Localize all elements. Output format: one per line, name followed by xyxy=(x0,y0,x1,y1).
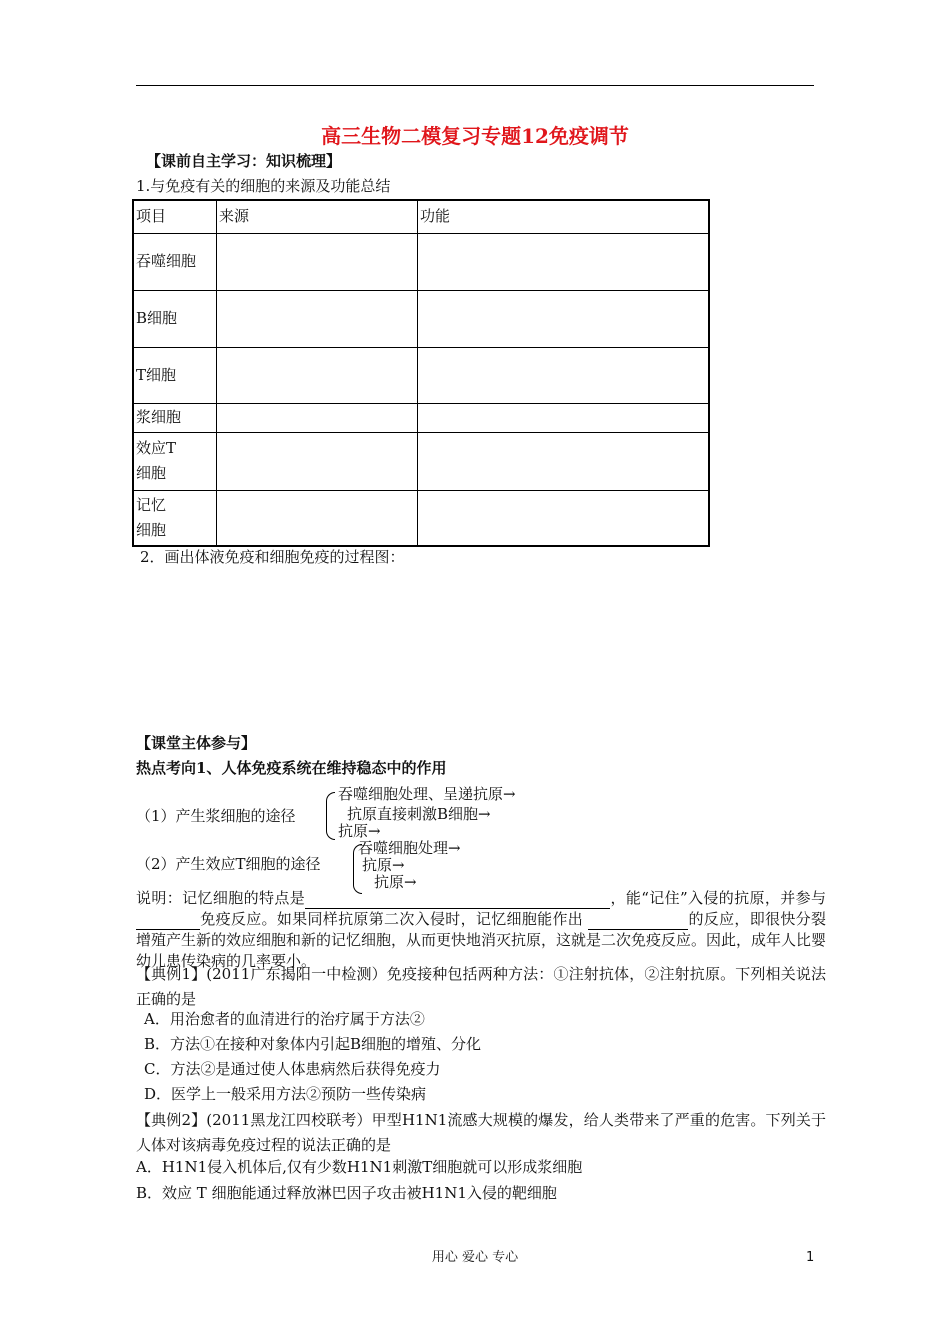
header-rule xyxy=(136,85,814,86)
source-cell xyxy=(217,490,418,546)
example-1-option: A．用治愈者的血清进行的治疗属于方法② xyxy=(144,1010,425,1028)
row-label: 记忆 细胞 xyxy=(133,490,217,546)
example-1-stem: 【典例1】(2011广东揭阳一中检测）免疫接种包括两种方法：①注射抗体，②注射抗原。下列相关说法正确的是 xyxy=(136,965,826,1008)
footer-motto: 用心 爱心 专心 xyxy=(431,1250,519,1265)
row-label: 吞噬细胞 xyxy=(133,233,217,290)
table-row xyxy=(133,347,709,403)
source-cell xyxy=(217,432,418,490)
document-title: 高三生物二模复习专题12免疫调节 xyxy=(321,124,629,148)
row-label: T细胞 xyxy=(133,347,217,403)
example-2-stem: 【典例2】(2011黑龙江四校联考）甲型H1N1流感大规模的爆发，给人类带来了严重的危害。下列关于人体对该病毒免疫过程的说法正确的是 xyxy=(136,1111,826,1154)
path2-branch: 吞噬细胞处理→ xyxy=(358,839,461,857)
memory-cell-explanation: 说明：记忆细胞的特点是 ，能“记住”入侵的抗原，并参与免疫反应。如果同样抗原第二次入侵时，记忆细胞能作出 的反应，即很快分裂增殖产生新的效应细胞和新的记忆细胞，从而更快地消灭抗原，这就是二次免疫反应。因此，成年人比婴幼儿患传染病的几率要小。 xyxy=(136,889,827,970)
source-cell xyxy=(217,403,418,432)
answer-blank[interactable] xyxy=(305,892,610,909)
source-cell xyxy=(217,233,418,290)
page-number: 1 xyxy=(806,1250,815,1265)
source-cell xyxy=(217,290,418,347)
question-2: 2．画出体液免疫和细胞免疫的过程图： xyxy=(140,548,405,566)
example-1-option: B．方法①在接种对象体内引起B细胞的增殖、分化 xyxy=(144,1035,482,1053)
example-2-option: A．H1N1侵入机体后,仅有少数H1N1刺激T细胞就可以形成浆细胞 xyxy=(136,1158,583,1176)
row-label: B细胞 xyxy=(133,290,217,347)
section-heading-class: 【课堂主体参与】 xyxy=(136,734,257,752)
path2-label: （2）产生效应T细胞的途径 xyxy=(136,855,321,873)
header-item: 项目 xyxy=(133,200,217,233)
row-label: 效应T 细胞 xyxy=(133,432,217,490)
cell-origin-function-table xyxy=(132,199,710,547)
table-row xyxy=(133,432,709,490)
function-cell xyxy=(418,403,710,432)
path1-branch: 吞噬细胞处理、呈递抗原→ xyxy=(338,785,516,803)
path2-branch: 抗原→ xyxy=(374,873,417,891)
question-1: 1.与免疫有关的细胞的来源及功能总结 xyxy=(136,177,391,195)
answer-blank[interactable] xyxy=(588,913,688,930)
example-1-option: D．医学上一般采用方法②预防一些传染病 xyxy=(144,1085,427,1103)
path1-branch: 抗原→ xyxy=(338,822,381,840)
path2-branch: 抗原→ xyxy=(362,856,405,874)
function-cell xyxy=(418,290,710,347)
function-cell xyxy=(418,432,710,490)
header-function: 功能 xyxy=(418,200,710,233)
source-cell xyxy=(217,347,418,403)
table-row xyxy=(133,403,709,432)
table-header-row xyxy=(133,200,709,233)
function-cell xyxy=(418,233,710,290)
path1-branch: 抗原直接刺激B细胞→ xyxy=(347,805,491,823)
row-label: 浆细胞 xyxy=(133,403,217,432)
hotspot-heading: 热点考向1、人体免疫系统在维持稳态中的作用 xyxy=(136,759,447,777)
example-2-option: B．效应 T 细胞能通过释放淋巴因子攻击被H1N1入侵的靶细胞 xyxy=(136,1184,557,1202)
example-1-option: C．方法②是通过使人体患病然后获得免疫力 xyxy=(144,1060,441,1078)
path1-label: （1）产生浆细胞的途径 xyxy=(136,807,296,825)
function-cell xyxy=(418,490,710,546)
section-heading-preclass: 【课前自主学习：知识梳理】 xyxy=(146,152,342,170)
header-source: 来源 xyxy=(217,200,418,233)
function-cell xyxy=(418,347,710,403)
answer-blank[interactable] xyxy=(136,913,200,930)
table-row xyxy=(133,490,709,546)
path1-brace xyxy=(326,792,335,840)
table-row xyxy=(133,233,709,290)
table-row xyxy=(133,290,709,347)
